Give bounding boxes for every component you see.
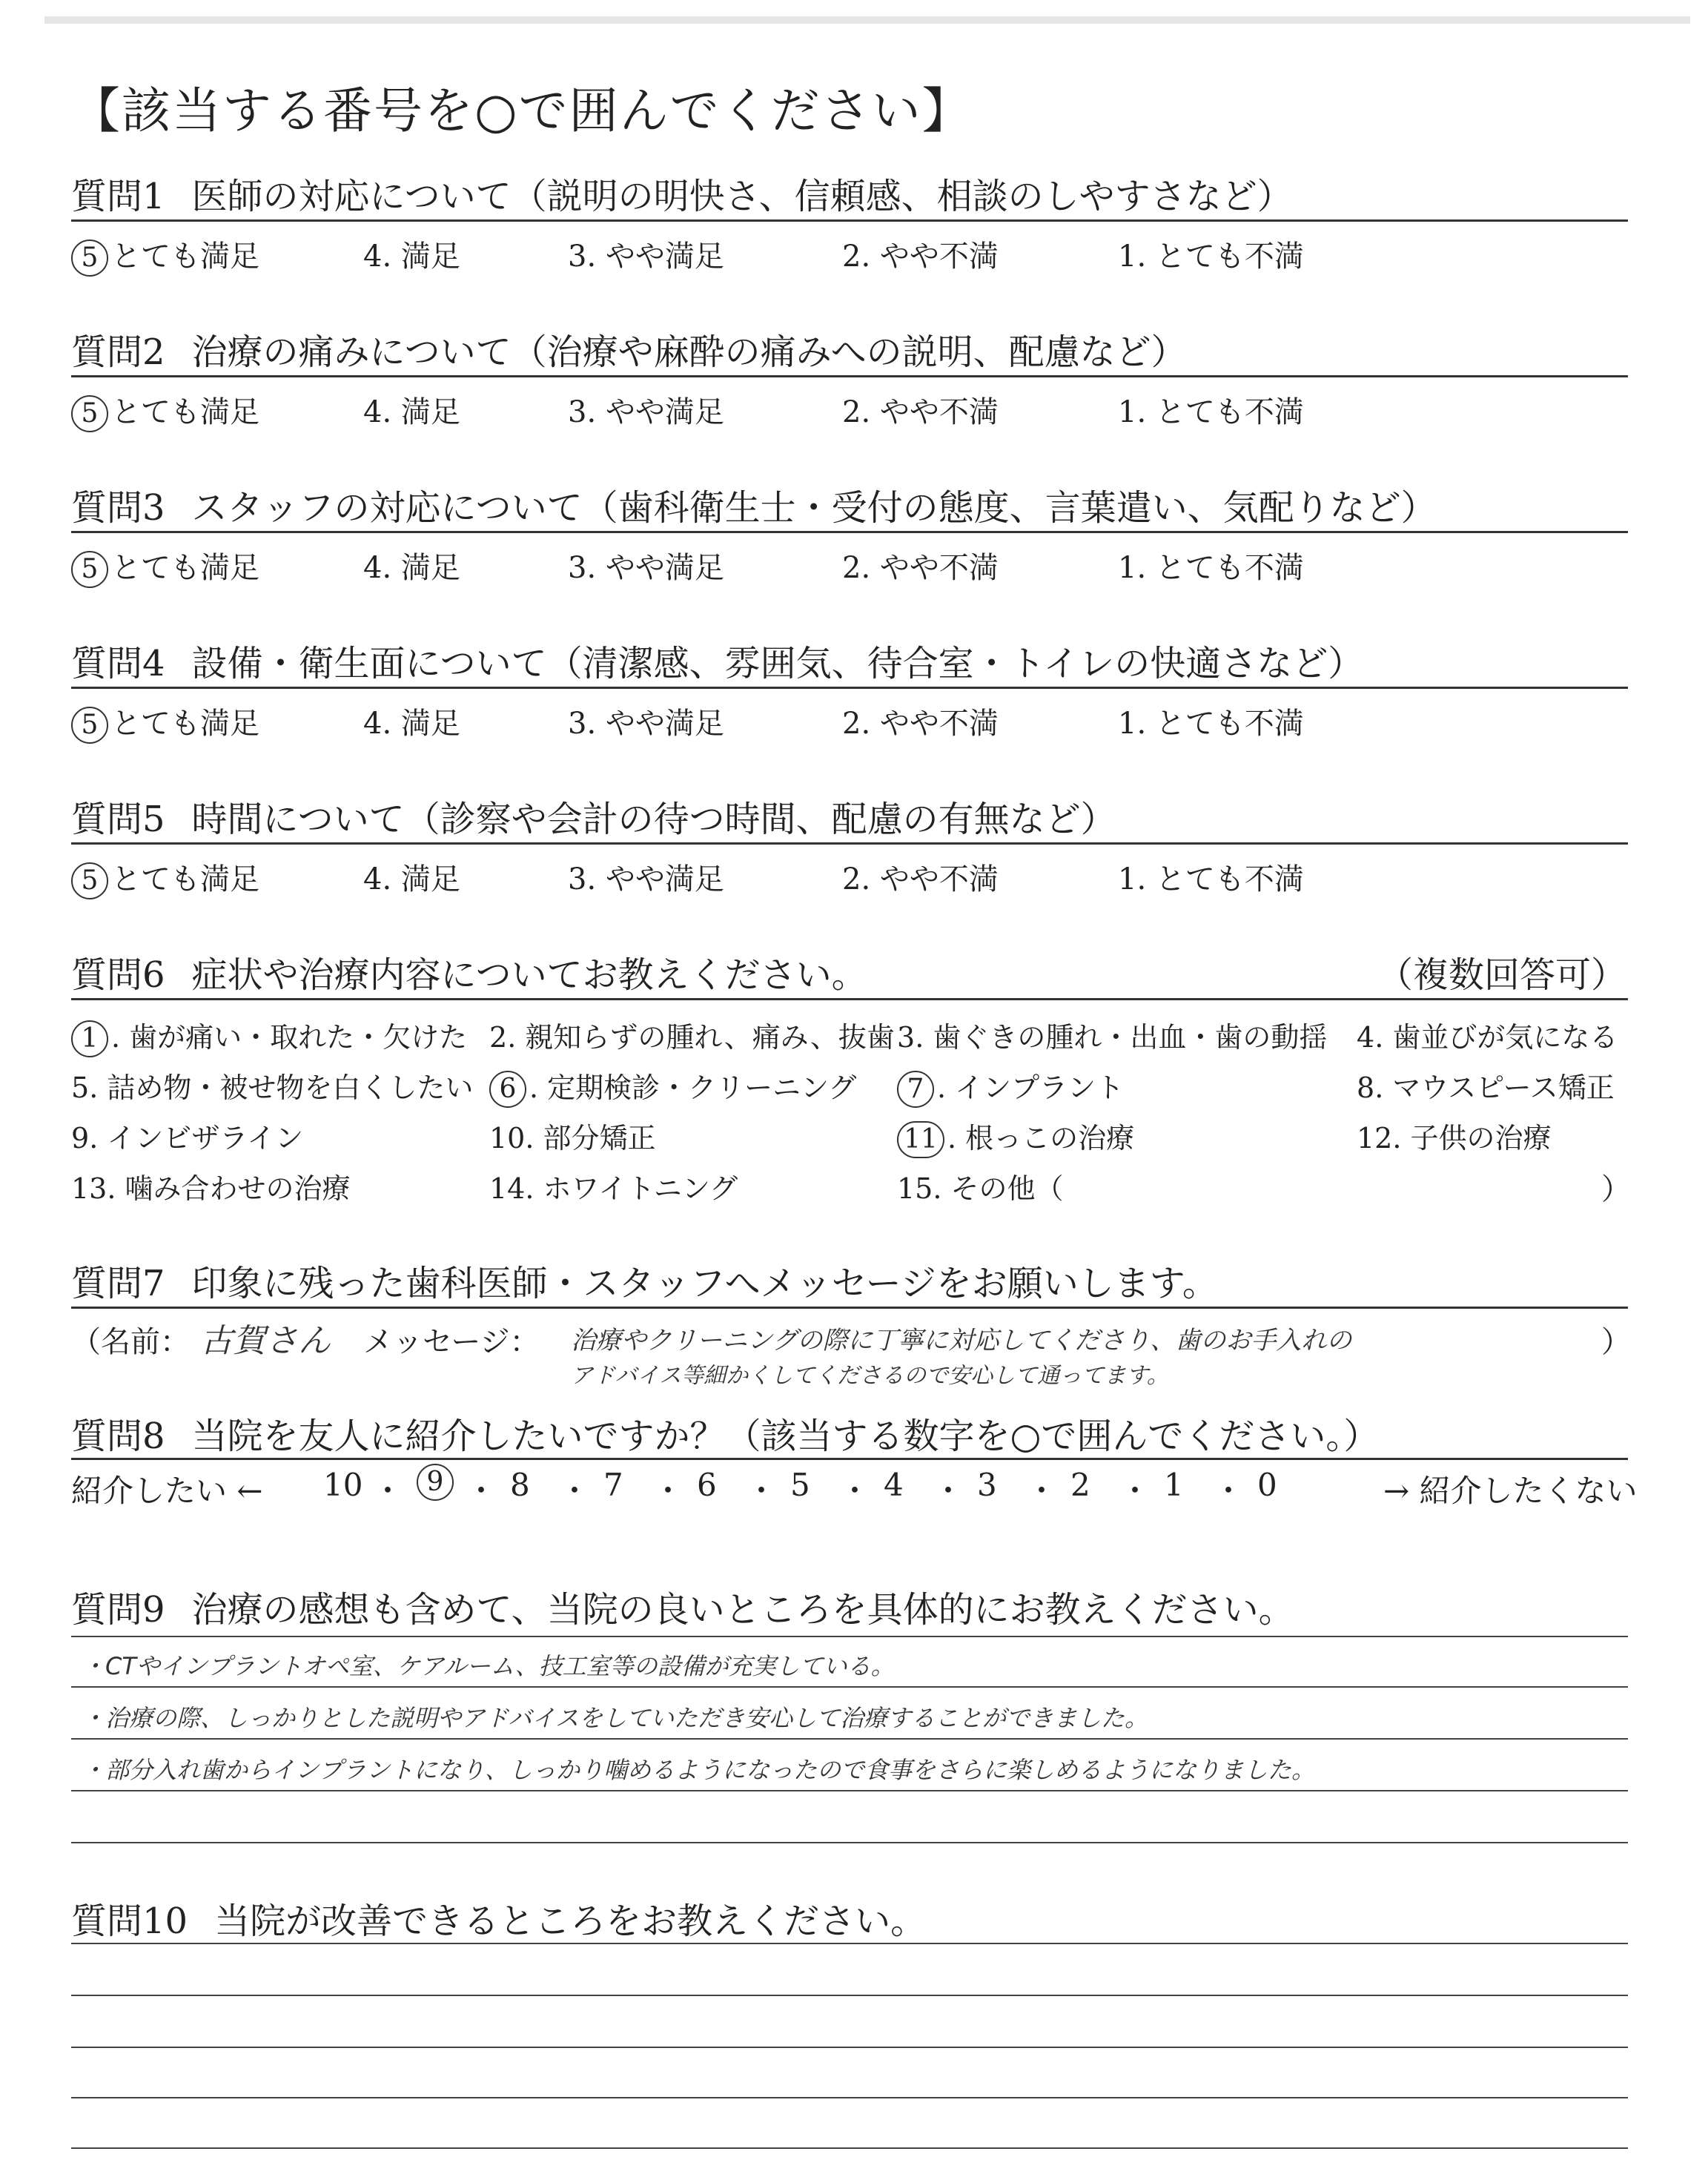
q7-message-line1[interactable]: 治療やクリーニングの際に丁寧に対応してくださり、歯のお手入れの [571,1326,1352,1355]
option-number: 1 [71,1020,108,1057]
q9-text: 治療の感想も含めて、当院の良いところを具体的にお教えください。 [191,1589,1294,1631]
option-label: . 根っこの治療 [947,1122,1135,1155]
q6-note: （複数回答可） [1377,954,1626,996]
scale-separator: ・ [466,1473,497,1509]
q6-option-5[interactable] [71,1065,473,1106]
q8-rule [71,1458,1628,1460]
q9-line [71,1686,1628,1688]
option-number: 4 [1357,1021,1375,1054]
q9-line [71,1636,1628,1637]
q9-title [71,1581,1294,1632]
q6-close-paren: ） [1601,1172,1631,1206]
option-label: 4. 満足 [363,395,460,429]
q10-line [71,2147,1628,2149]
option-label: . マウスピース矯正 [1374,1071,1615,1104]
scale-separator: ・ [1026,1473,1058,1509]
q5-option-5[interactable] [71,856,259,899]
option-number: 9 [71,1122,90,1155]
option-label: 1. とても不満 [1118,240,1304,274]
q7-message-line2[interactable]: アドバイス等細かくしてくださるので安心して通ってます。 [571,1363,1169,1389]
q6-rule [71,998,1628,1000]
q6-option-15[interactable] [897,1166,1064,1206]
scale-value-6[interactable]: 6 [697,1467,717,1503]
q2-number: 質問2 [71,331,165,373]
q6-option-14[interactable] [489,1166,738,1206]
option-number: 7 [897,1071,934,1108]
scale-separator: ・ [839,1473,871,1509]
q3-number: 質問3 [71,487,165,529]
q1-text: 医師の対応について（説明の明快さ、信頼感、相談のしやすさなど） [191,176,1293,217]
option-label: とても満足 [111,707,259,741]
option-label: . 歯が痛い・取れた・欠けた [111,1021,468,1054]
option-label: 3. やや満足 [568,551,724,585]
option-label: 4. 満足 [363,707,460,741]
q6-option-8[interactable] [1357,1065,1615,1106]
option-label: 1. とても不満 [1118,395,1304,429]
option-label: . インビザライン [89,1122,304,1155]
q5-option-4[interactable] [363,856,460,898]
q4-option-4[interactable] [363,700,460,742]
q7-close-paren: ） [1601,1325,1631,1359]
q3-option-5[interactable] [71,544,259,588]
scale-separator: ・ [1213,1473,1245,1509]
option-label: 3. やや満足 [568,707,724,741]
q10-title [71,1892,926,1943]
scale-right-label: → 紹介したくない [1383,1473,1638,1509]
q9-answer-2[interactable]: ・治療の際、しっかりとした説明やアドバイスをしていただき安心して治療することができました。 [82,1704,1149,1732]
q2-option-1[interactable] [1118,389,1304,431]
q3-option-4[interactable] [363,544,460,587]
option-number: 11 [897,1121,944,1158]
option-label: 4. 満足 [363,240,460,274]
q2-option-2[interactable] [842,389,999,431]
scale-separator: ・ [372,1473,404,1509]
scale-value-1[interactable]: 1 [1164,1467,1184,1503]
scale-value-8[interactable]: 8 [510,1467,530,1503]
selected-circle: 5 [71,240,108,277]
q9-answer-3[interactable]: ・部分入れ歯からインプラントになり、しっかり噛めるようになったので食事をさらに楽しめるようになりました。 [82,1756,1316,1784]
q3-option-3[interactable] [568,544,724,587]
scale-separator: ・ [933,1473,964,1509]
scale-separator: ・ [559,1473,591,1509]
option-label: 3. やや満足 [568,240,724,274]
q6-option-4[interactable] [1357,1014,1618,1055]
q7-number: 質問7 [71,1263,165,1304]
option-label: . インプラント [937,1071,1125,1104]
option-label: とても満足 [111,240,259,274]
scale-value-10[interactable]: 10 [323,1467,363,1503]
option-label: 1. とても不満 [1118,707,1304,741]
q10-line [71,2097,1628,2098]
option-label: . その他（ [933,1172,1064,1205]
option-label: . 子供の治療 [1392,1122,1552,1155]
option-number: 15 [897,1172,933,1205]
option-number: 6 [489,1071,526,1108]
q7-message-label: メッセージ： [363,1325,540,1359]
q3-rule [71,531,1628,533]
q9-answer-1[interactable]: ・CTやインプラントオペ室、ケアルーム、技工室等の設備が充実している。 [82,1652,895,1680]
q2-option-3[interactable] [568,389,724,431]
q2-option-4[interactable] [363,389,460,431]
scale-value-5[interactable]: 5 [790,1467,810,1503]
option-label: 2. やや不満 [842,707,999,741]
q9-line [71,1842,1628,1843]
q6-option-10[interactable] [489,1115,656,1156]
option-number: 13 [71,1172,107,1205]
q5-title [71,790,1116,842]
q7-text: 印象に残った歯科医師・スタッフへメッセージをお願いします。 [191,1263,1218,1304]
q6-option-9[interactable] [71,1115,303,1156]
scale-value-7[interactable]: 7 [603,1467,623,1503]
scale-value-9[interactable]: 9 [417,1464,454,1501]
option-label: . 噛み合わせの治療 [107,1172,351,1205]
q2-rule [71,375,1628,377]
option-number: 5 [71,1071,90,1104]
q3-option-1[interactable] [1118,544,1304,587]
option-label: . 歯ぐきの腫れ・出血・歯の動揺 [915,1021,1328,1054]
q5-text: 時間について（診察や会計の待つ時間、配慮の有無など） [191,799,1116,840]
option-label: 4. 満足 [363,551,460,585]
q8-number: 質問8 [71,1416,165,1457]
q9-number: 質問9 [71,1589,165,1631]
selected-circle: 5 [71,395,108,432]
option-label: 1. とても不満 [1118,551,1304,585]
scale-value-2[interactable]: 2 [1070,1467,1090,1503]
option-number: 2 [489,1021,508,1054]
option-number: 3 [897,1021,916,1054]
scale-value-3[interactable]: 3 [977,1467,997,1503]
scale-left-label: 紹介したい ← [71,1473,263,1509]
q4-number: 質問4 [71,643,165,684]
option-label: . ホワイトニング [525,1172,738,1205]
q5-number: 質問5 [71,799,165,840]
q4-rule [71,687,1628,689]
q9-line [71,1790,1628,1791]
q6-number: 質問6 [71,954,165,996]
option-label: とても満足 [111,862,259,896]
top-border [44,16,1690,24]
form-header: 【該当する番号を○で囲んでください】 [71,82,973,139]
q5-rule [71,842,1628,845]
q2-text: 治療の痛みについて（治療や麻酔の痛みへの説明、配慮など） [191,331,1187,373]
q4-text: 設備・衛生面について（清潔感、雰囲気、待合室・トイレの快適さなど） [191,643,1364,684]
q3-text: スタッフの対応について（歯科衛生士・受付の態度、言葉遣い、気配りなど） [191,487,1437,529]
q1-number: 質問1 [71,176,165,217]
q3-option-2[interactable] [842,544,999,587]
q5-option-1[interactable] [1118,856,1304,898]
q10-text: 当院が改善できるところをお教えください。 [214,1900,927,1942]
selected-circle: 5 [71,551,108,588]
q10-line [71,1943,1628,1944]
q6-option-11[interactable] [897,1115,1134,1158]
q7-title [71,1255,1218,1306]
q1-rule [71,219,1628,222]
q5-option-3[interactable] [568,856,724,898]
q4-title [71,635,1363,686]
q1-option-1[interactable] [1118,233,1304,275]
option-label: 2. やや不満 [842,240,999,274]
q6-option-2[interactable] [489,1014,895,1055]
q1-title [71,168,1293,219]
q8-title [71,1407,1379,1459]
q5-option-2[interactable] [842,856,999,898]
q3-title [71,479,1437,530]
selected-circle: 5 [71,862,108,899]
q8-text: 当院を友人に紹介したいですか？（該当する数字を○で囲んでください。） [191,1416,1380,1457]
scale-separator: ・ [746,1473,778,1509]
scale-separator: ・ [1119,1473,1151,1509]
option-label: . 歯並びが気になる [1374,1021,1618,1054]
option-number: 8 [1357,1071,1375,1104]
option-label: 2. やや不満 [842,395,999,429]
q6-option-7[interactable] [897,1065,1124,1108]
q10-line [71,2047,1628,2048]
q1-option-4[interactable] [363,233,460,275]
option-label: とても満足 [111,395,259,429]
q7-name-value[interactable]: 古賀さん [200,1322,331,1360]
option-number: 12 [1357,1122,1393,1155]
q7-name-label: （名前： [71,1325,190,1359]
q7-rule [71,1307,1628,1309]
option-label: . 親知らずの腫れ、痛み、抜歯 [507,1021,895,1054]
q6-option-3[interactable] [897,1014,1327,1055]
scale-value-0[interactable]: 0 [1257,1467,1277,1503]
option-label: . 定期検診・クリーニング [529,1071,857,1104]
q6-title [71,946,867,997]
q10-number: 質問10 [71,1900,188,1942]
option-label: 2. やや不満 [842,862,999,896]
q1-option-3[interactable] [568,233,724,275]
option-label: とても満足 [111,551,259,585]
option-label: 2. やや不満 [842,551,999,585]
option-number: 10 [489,1122,526,1155]
q4-option-5[interactable] [71,700,259,744]
option-label: 1. とても不満 [1118,862,1304,896]
option-label: 4. 満足 [363,862,460,896]
q6-option-6[interactable] [489,1065,856,1108]
q2-title [71,323,1187,374]
q1-option-5[interactable] [71,233,259,277]
selected-circle: 5 [71,707,108,744]
scale-separator: ・ [652,1473,684,1509]
q1-option-2[interactable] [842,233,999,275]
option-number: 14 [489,1172,526,1205]
q6-option-13[interactable] [71,1166,351,1206]
q6-option-1[interactable] [71,1014,467,1057]
option-label: . 詰め物・被せ物を白くしたい [89,1071,474,1104]
option-label: . 部分矯正 [525,1122,656,1155]
q10-line [71,1995,1628,1996]
q2-option-5[interactable] [71,389,259,432]
option-label: 3. やや満足 [568,395,724,429]
q4-option-2[interactable] [842,700,999,742]
q6-option-12[interactable] [1357,1115,1552,1156]
q9-line [71,1738,1628,1740]
q4-option-1[interactable] [1118,700,1304,742]
option-label: 3. やや満足 [568,862,724,896]
q6-text: 症状や治療内容についてお教えください。 [191,954,867,996]
q4-option-3[interactable] [568,700,724,742]
scale-value-4[interactable]: 4 [884,1467,904,1503]
